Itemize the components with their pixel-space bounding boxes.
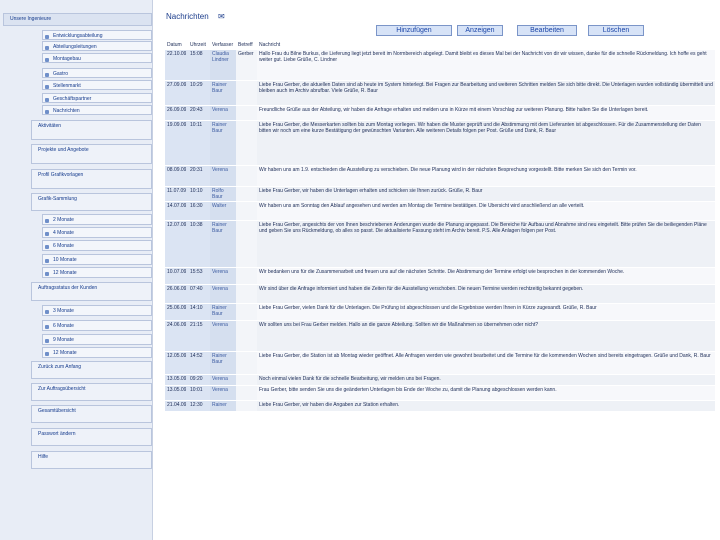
cell-author: Rainer <box>212 402 227 408</box>
cell-message: Liebe Frau Gerber, vielen Dank für die Unterlagen. Die Prüfung ist abgeschlossen und die Ergebnisse werden Ihnen in Kürze zugesandt. Grüße, R. Baur <box>259 305 597 311</box>
cell-message: Wir haben uns am 1.9. entschieden die Ausstellung zu verschieben. Die neue Planung wird in der nächsten Besprechung vorgestellt. Bitte merken Sie sich den Termin vor. <box>259 167 637 173</box>
edit-button[interactable]: Bearbeiten <box>517 25 577 36</box>
delete-button[interactable]: Löschen <box>588 25 644 36</box>
cell-subject <box>238 387 255 399</box>
table-row[interactable] <box>165 106 715 121</box>
cell-message: Frau Gerber, bitte senden Sie uns die geänderten Unterlagen bis Ende der Woche zu, damit die Planung abgeschlossen werden kann. <box>259 387 557 393</box>
sidebar-item[interactable]: Unsere Ingenieure <box>3 13 152 26</box>
cell-date: 19.09.09 <box>167 122 186 128</box>
column-header-message[interactable]: Nachricht <box>259 42 281 48</box>
cell-time: 10:11 <box>190 122 203 128</box>
sidebar-item[interactable]: 10 Monate <box>42 254 152 265</box>
cell-subject: Gerber <box>238 51 254 57</box>
cell-time: 10:01 <box>190 387 203 393</box>
cell-date: 21.04.09 <box>167 402 186 408</box>
table-row[interactable] <box>165 221 715 268</box>
sidebar-item[interactable]: Grafik-Sammlung <box>31 193 152 211</box>
sidebar-nav <box>0 0 153 540</box>
cell-subject <box>238 402 255 410</box>
cell-message: Noch einmal vielen Dank für die schnelle Bearbeitung, wir melden uns bei Fragen. <box>259 376 441 382</box>
table-row[interactable] <box>165 202 715 221</box>
main-content <box>160 0 720 540</box>
table-row[interactable] <box>165 352 715 375</box>
table-row[interactable] <box>165 187 715 202</box>
sidebar-item[interactable]: Projekte und Angebote <box>31 144 152 164</box>
cell-message: Liebe Frau Gerber, wir haben die Angaben zur Station erhalten. <box>259 402 400 408</box>
cell-date: 14.07.09 <box>167 203 186 209</box>
table-row[interactable] <box>165 121 715 166</box>
cell-date: 10.07.09 <box>167 269 186 275</box>
cell-subject <box>238 376 255 384</box>
table-row[interactable] <box>165 50 715 81</box>
cell-subject <box>238 222 255 266</box>
sidebar-item[interactable]: 4 Monate <box>42 227 152 238</box>
cell-date: 11.07.09 <box>167 188 186 194</box>
sidebar-item[interactable]: Aktivitäten <box>31 120 152 140</box>
cell-author: Verena <box>212 376 228 382</box>
cell-subject <box>238 269 255 283</box>
cell-time: 20:31 <box>190 167 203 173</box>
cell-date: 13.05.09 <box>167 387 186 393</box>
cell-author: Rainer Baur <box>212 305 227 317</box>
cell-author: Verena <box>212 322 228 328</box>
cell-subject <box>238 322 255 350</box>
cell-time: 10:29 <box>190 82 203 88</box>
cell-message: Wir bedanken uns für die Zusammenarbeit und freuen uns auf die nächsten Schritte. Die Abstimmung der Termine erfolgt wie besprochen in der kommenden Woche. <box>259 269 625 275</box>
cell-date: 26.06.09 <box>167 286 186 292</box>
table-row[interactable] <box>165 285 715 304</box>
cell-message: Liebe Frau Gerber, angesichts der von Ihnen beschriebenen Änderungen wurde die Planung angepasst. Die Bereiche für Aufbau und Abnahme sind neu eingeteilt. Bitte prüfen Sie die beiliegenden Pläne und geben Sie uns Rückmeldung, ob alles so passt. Die aktualisierte Fassung steht im Archiv bereit. P.S. Alle Anlagen folgen per Post. <box>259 222 707 234</box>
cell-subject <box>238 353 255 373</box>
cell-message: Wir sind über die Anfrage informiert und haben die Zeiten für die Ausstellung verschoben. Die neuen Termine werden rechtzeitig bekannt gegeben. <box>259 286 584 292</box>
column-header-time[interactable]: Uhrzeit <box>190 42 206 48</box>
table-row[interactable] <box>165 321 715 352</box>
cell-time: 10:38 <box>190 222 203 228</box>
table-row[interactable] <box>165 401 715 412</box>
cell-time: 09:20 <box>190 376 203 382</box>
cell-subject <box>238 305 255 319</box>
table-row[interactable] <box>165 304 715 321</box>
cell-time: 07:40 <box>190 286 203 292</box>
sidebar-item[interactable]: 6 Monate <box>42 240 152 251</box>
cell-date: 12.07.09 <box>167 222 186 228</box>
page-title: Nachrichten <box>166 12 209 21</box>
cell-subject <box>238 107 255 119</box>
cell-author: Rainer Baur <box>212 122 227 134</box>
cell-author: Claudia Lindner <box>212 51 229 63</box>
cell-time: 21:15 <box>190 322 203 328</box>
cell-author: Verena <box>212 167 228 173</box>
cell-date: 22.10.09 <box>167 51 186 57</box>
sidebar-item[interactable]: Geschäftspartner <box>42 93 152 103</box>
cell-date: 08.09.09 <box>167 167 186 173</box>
add-button[interactable]: Hinzufügen <box>376 25 452 36</box>
sidebar-item[interactable]: 6 Monate <box>42 320 152 331</box>
sidebar-item[interactable]: Stellenmarkt <box>42 80 152 90</box>
table-row[interactable] <box>165 375 715 386</box>
cell-author: Rainer Baur <box>212 222 227 234</box>
sidebar-item[interactable]: Abteilungsleitungen <box>42 41 152 51</box>
cell-time: 15:53 <box>190 269 203 275</box>
sidebar-item[interactable]: 9 Monate <box>42 334 152 345</box>
table-row[interactable] <box>165 81 715 106</box>
cell-author: Rolfo Baur <box>212 188 224 200</box>
sidebar-item[interactable]: 12 Monate <box>42 347 152 358</box>
cell-date: 24.06.09 <box>167 322 186 328</box>
cell-subject <box>238 203 255 219</box>
column-header-author[interactable]: Verfasser <box>212 42 234 48</box>
cell-time: 20:43 <box>190 107 203 113</box>
cell-author: Verena <box>212 387 228 393</box>
cell-subject <box>238 122 255 164</box>
cell-subject <box>238 188 255 200</box>
sidebar-item[interactable]: 12 Monate <box>42 267 152 278</box>
sidebar-item[interactable]: Zur Auftragsübersicht <box>31 383 152 401</box>
cell-author: Verena <box>212 107 228 113</box>
cell-author: Rainer Baur <box>212 82 227 94</box>
cell-subject <box>238 167 255 185</box>
sidebar-item[interactable]: Montagebau <box>42 53 152 63</box>
cell-date: 25.06.09 <box>167 305 186 311</box>
table-row[interactable] <box>165 166 715 187</box>
column-header-subject[interactable]: Betreff <box>238 42 253 48</box>
cell-author: Walter <box>212 203 227 209</box>
cell-time: 15:08 <box>190 51 203 57</box>
sidebar-item[interactable]: Nachrichten <box>42 105 152 115</box>
cell-time: 12:30 <box>190 402 203 408</box>
cell-date: 26.09.09 <box>167 107 186 113</box>
mail-icon: ✉ <box>218 12 225 21</box>
cell-message: Liebe Frau Gerber, die Station ist ab Montag wieder geöffnet. Alle Anfragen werden wie gewohnt bearbeitet und die Termine für die kommenden Wochen sind bereits eingetragen. Grüße und Dank, R. Baur <box>259 353 711 359</box>
sidebar-item[interactable]: Gesamtübersicht <box>31 405 152 423</box>
cell-message: Liebe Frau Gerber, wir haben die Unterlagen erhalten und schicken sie Ihnen zurück. Grüße, R. Baur <box>259 188 483 194</box>
cell-message: Liebe Frau Gerber, die aktuellen Daten sind ab heute im System hinterlegt. Bei Fragen zur Bearbeitung und weiteren Schritten melden Sie sich bitte direkt. Die Unterlagen wurden vollständig übermittelt und bleiben auch im Archiv abrufbar. Viele Grüße, R. Baur <box>259 82 713 94</box>
cell-author: Rainer Baur <box>212 353 227 365</box>
cell-author: Verena <box>212 286 228 292</box>
cell-message: Wir sollten uns bei Frau Gerber melden. Hallo an die ganze Abteilung. Sollten wir die Maßnahmen so übernehmen oder nicht? <box>259 322 539 328</box>
cell-time: 14:10 <box>190 305 203 311</box>
sidebar-item[interactable]: 2 Monate <box>42 214 152 225</box>
sidebar-item[interactable]: Auftragsstatus der Kunden <box>31 282 152 301</box>
column-header-date[interactable]: Datum <box>167 42 182 48</box>
cell-message: Liebe Frau Gerber, die Messerkarten sollten bis zum Montag vorliegen. Wir haben die Muster geprüft und die Abstimmung mit dem Lieferanten ist abgeschlossen. Für die Zusammenstellung der Daten bitten wir noch um eine kurze Bestätigung der gewünschten Varianten. Alle weiteren Details folgen per Post. Grüße und Dank, R. Baur <box>259 122 701 134</box>
cell-message: Hallo Frau du Bilne Burkus, die Lieferung liegt jetzt bereit im Normbereich abgelegt. Damit bleibt es dieses Mal bei der Nachricht von dir wir wissen, danke für die schnelle Rückmeldung. Ich hoffe es geht weiter gut. Liebe Grüße, C. Lindner <box>259 51 707 63</box>
sidebar-item[interactable]: Zurück zum Anfang <box>31 361 152 379</box>
sidebar-item[interactable]: 3 Monate <box>42 305 152 316</box>
sidebar-item[interactable]: Profil Grafikvorlagen <box>31 169 152 189</box>
cell-message: Wir haben uns am Sonntag den Ablauf angesehen und werden am Montag die Termine bestätigen. Die Übersicht wird anschließend an alle verteilt. <box>259 203 585 209</box>
cell-subject <box>238 82 255 104</box>
view-button[interactable]: Anzeigen <box>457 25 503 36</box>
sidebar-item[interactable]: Hilfe <box>31 451 152 469</box>
cell-date: 12.05.09 <box>167 353 186 359</box>
cell-time: 14:52 <box>190 353 203 359</box>
table-row[interactable] <box>165 268 715 285</box>
cell-date: 13.05.09 <box>167 376 186 382</box>
table-header-row <box>165 41 715 50</box>
sidebar-item[interactable]: Entwicklungsabteilung <box>42 30 152 40</box>
cell-message: Freundliche Grüße aus der Abteilung, wir haben die Anfrage erhalten und melden uns in Kürze mit einem Vorschlag zur weiteren Planung. Bitte halten Sie die Unterlagen bereit. <box>259 107 649 113</box>
cell-subject <box>238 286 255 302</box>
cell-date: 27.09.09 <box>167 82 186 88</box>
cell-author: Verena <box>212 269 228 275</box>
sidebar-item[interactable]: Gastro <box>42 68 152 78</box>
cell-time: 16:30 <box>190 203 203 209</box>
table-row[interactable] <box>165 386 715 401</box>
messages-table <box>165 41 715 411</box>
cell-time: 10:10 <box>190 188 203 194</box>
sidebar-item[interactable]: Passwort ändern <box>31 428 152 446</box>
